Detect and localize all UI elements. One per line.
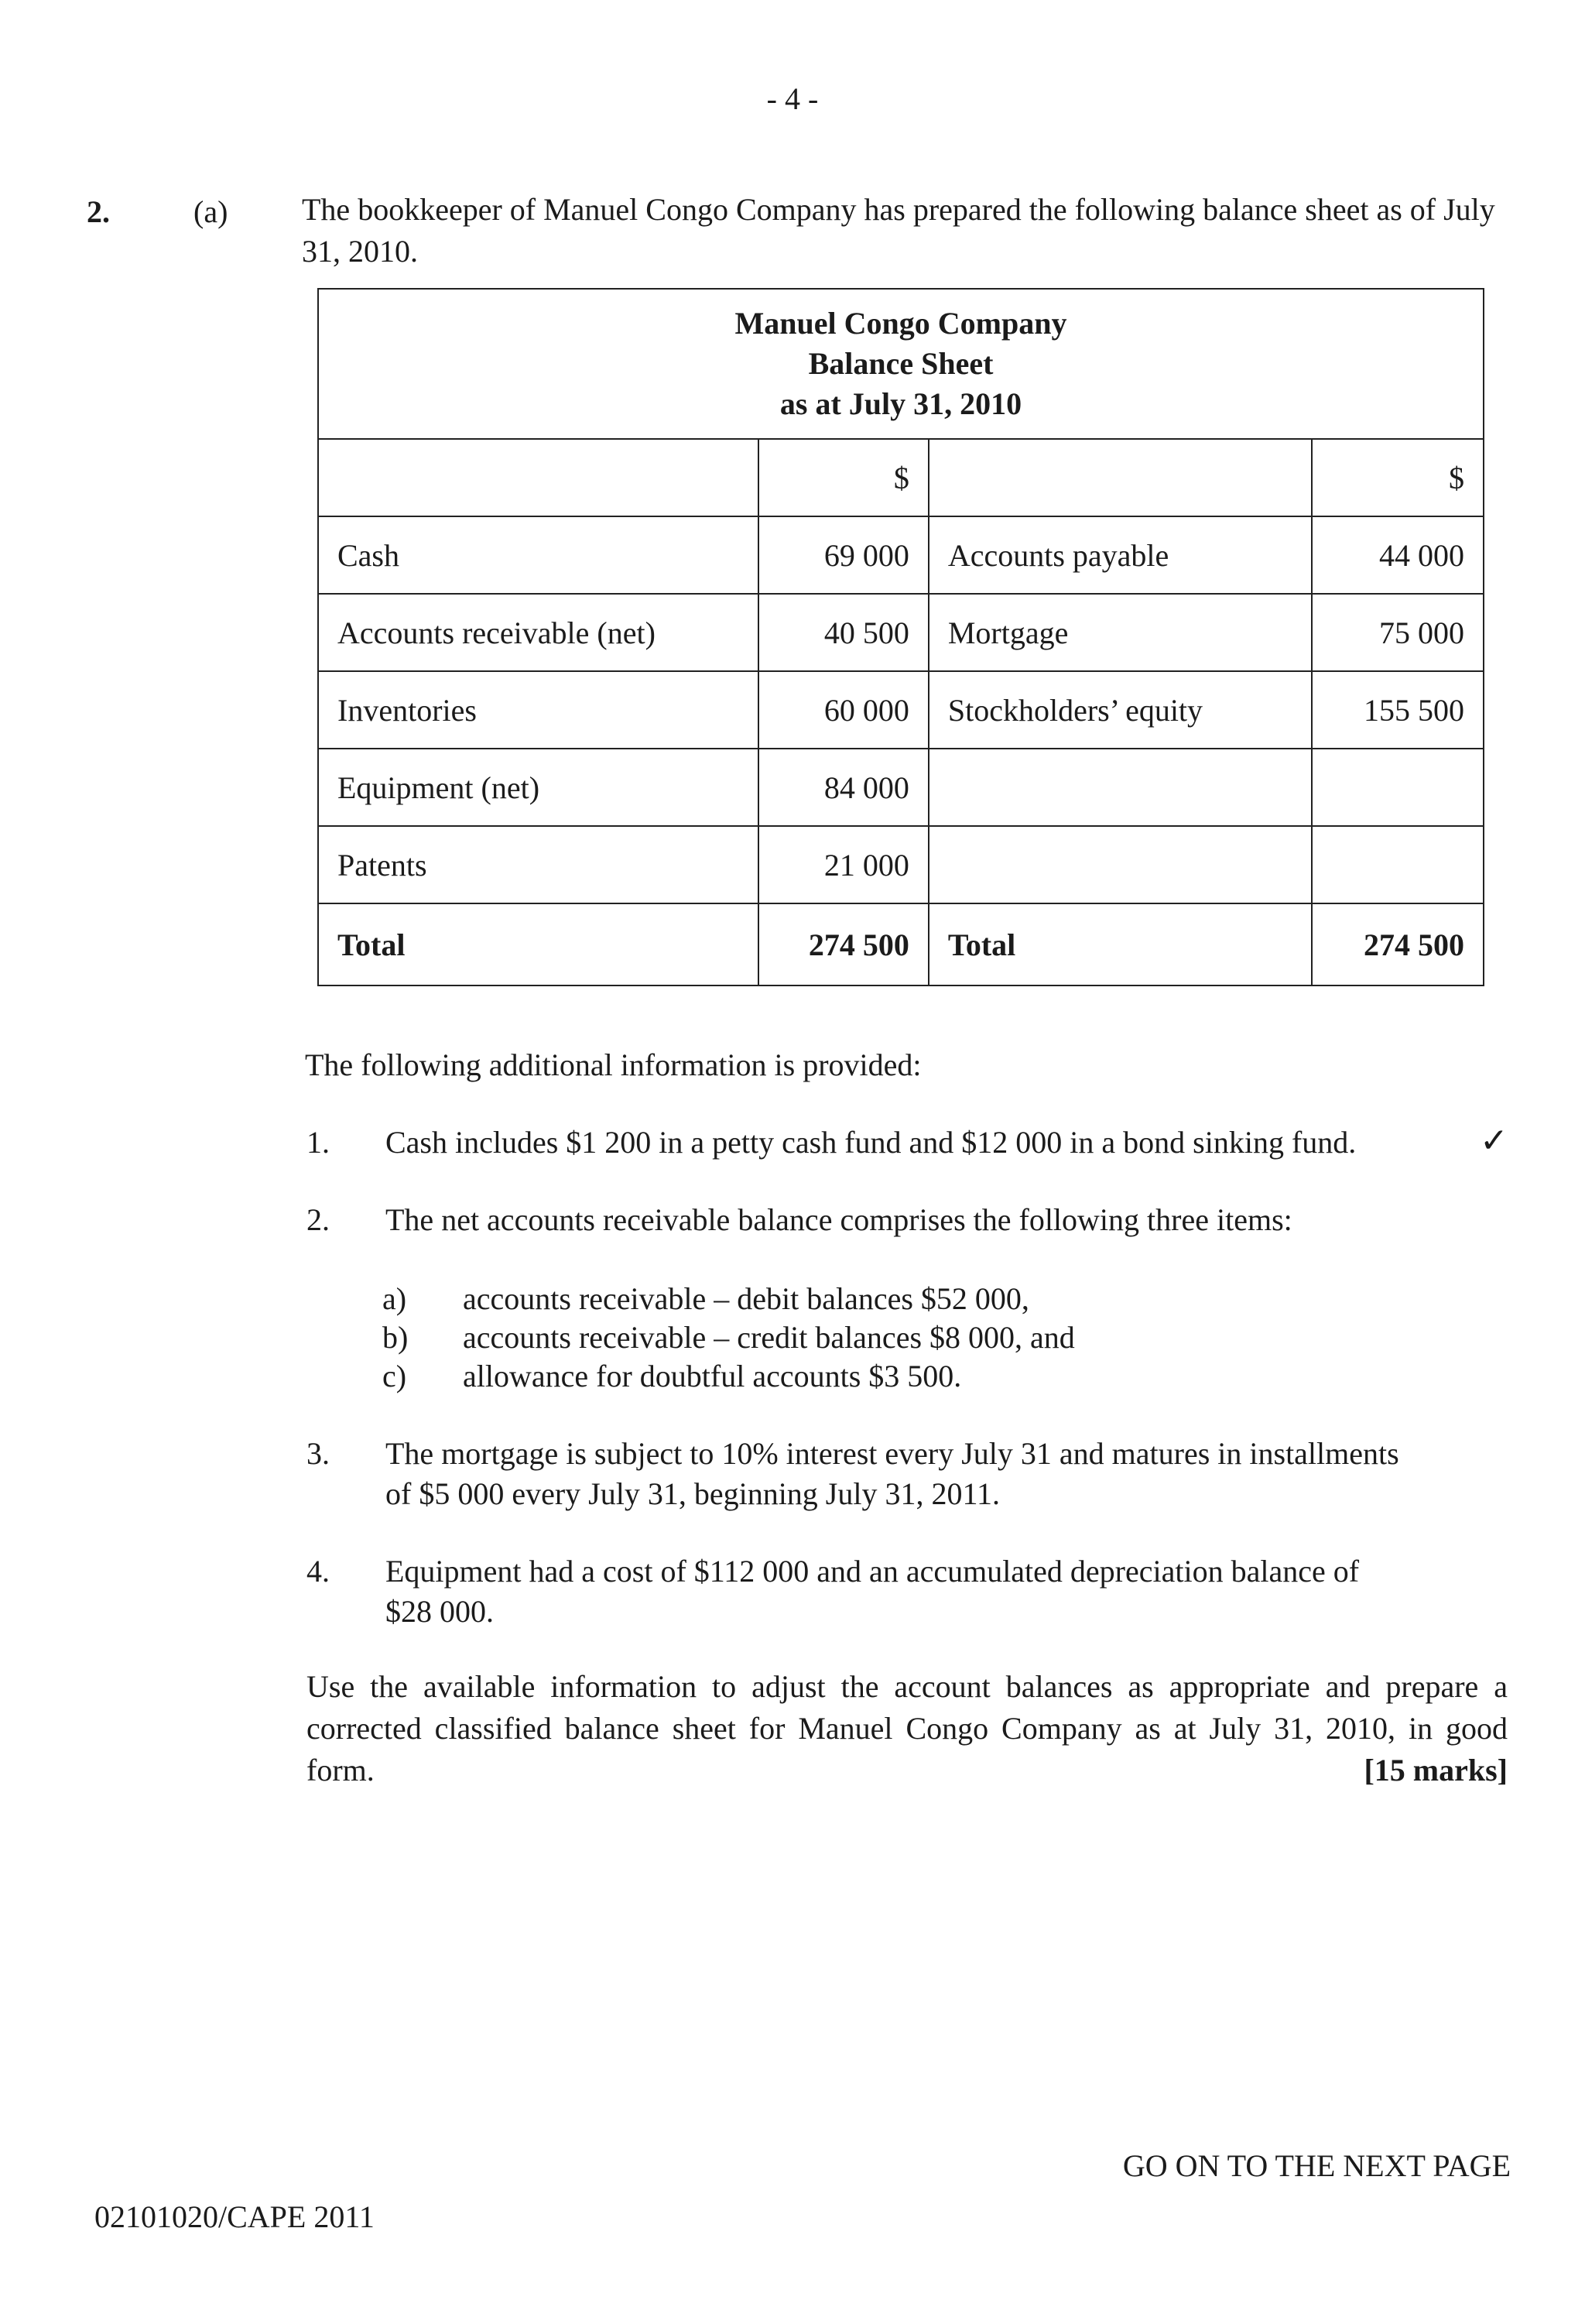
liability-value — [1312, 826, 1484, 903]
info-item-text-line1: The mortgage is subject to 10% interest every July 31 and matures in installments — [385, 1436, 1399, 1471]
liability-label: Accounts payable — [929, 516, 1312, 594]
balance-sheet-title — [318, 289, 1484, 439]
asset-label: Equipment (net) — [318, 749, 758, 826]
paper-code: 02101020/CAPE 2011 — [94, 2199, 375, 2234]
info-item-number: 4. — [306, 1554, 330, 1589]
asset-label: Inventories — [318, 671, 758, 749]
asset-value: 40 500 — [758, 594, 929, 671]
asset-value: 21 000 — [758, 826, 929, 903]
info-item-text-line2: of $5 000 every July 31, beginning July 31, 2011. — [385, 1476, 1001, 1511]
asset-label: Accounts receivable (net) — [318, 594, 758, 671]
asset-value: 69 000 — [758, 516, 929, 594]
liability-value: 155 500 — [1312, 671, 1484, 749]
total-assets-value: 274 500 — [758, 903, 929, 985]
info-item-text: The net accounts receivable balance comprises the following three items: — [385, 1202, 1292, 1237]
additional-info-intro: The following additional information is provided: — [305, 1047, 922, 1082]
total-row — [318, 903, 1484, 985]
liability-label — [929, 749, 1312, 826]
instruction-text: Use the available information to adjust the account balances as appropriate and prepare a corrected classified balance sheet for Manuel Congo Company as at July 31, 2010, in good form. — [306, 1669, 1508, 1788]
info-item-number: 2. — [306, 1202, 330, 1237]
table-row — [318, 826, 1484, 903]
marks-allocation: [15 marks] — [1364, 1753, 1508, 1788]
currency-right: $ — [1312, 439, 1484, 516]
table-row — [318, 671, 1484, 749]
company-name: Manuel Congo Company — [734, 306, 1067, 341]
liability-value — [1312, 749, 1484, 826]
info-item-number: 1. — [306, 1125, 330, 1160]
sub-item-text: accounts receivable – credit balances $8 000, and — [463, 1320, 1075, 1355]
total-liabilities-label: Total — [929, 903, 1312, 985]
table-row — [318, 594, 1484, 671]
currency-left: $ — [758, 439, 929, 516]
currency-row — [318, 439, 1484, 516]
info-item-number: 3. — [306, 1436, 330, 1471]
question-number: 2. — [87, 194, 110, 229]
statement-date: as at July 31, 2010 — [779, 386, 1022, 421]
asset-value: 60 000 — [758, 671, 929, 749]
liability-value: 75 000 — [1312, 594, 1484, 671]
table-row — [318, 749, 1484, 826]
sub-item-label: c) — [382, 1359, 407, 1393]
liability-label: Stockholders’ equity — [929, 671, 1312, 749]
total-assets-label: Total — [318, 903, 758, 985]
liability-label — [929, 826, 1312, 903]
instruction-paragraph — [306, 1666, 1508, 1791]
liability-value: 44 000 — [1312, 516, 1484, 594]
info-item-text-line2: $28 000. — [385, 1594, 494, 1629]
info-item-text: Cash includes $1 200 in a petty cash fund and $12 000 in a bond sinking fund. — [385, 1125, 1357, 1160]
sub-item-label: b) — [382, 1320, 409, 1355]
asset-label: Patents — [318, 826, 758, 903]
balance-sheet-title-row — [318, 289, 1484, 439]
info-item-text-line1: Equipment had a cost of $112 000 and an accumulated depreciation balance of — [385, 1554, 1360, 1589]
total-liabilities-value: 274 500 — [1312, 903, 1484, 985]
liability-label: Mortgage — [929, 594, 1312, 671]
table-row — [318, 516, 1484, 594]
question-part: (a) — [193, 194, 228, 229]
asset-value: 84 000 — [758, 749, 929, 826]
question-intro: The bookkeeper of Manuel Congo Company has prepared the following balance sheet as of July 31, 2010. — [302, 192, 1495, 269]
go-on-next-page: GO ON TO THE NEXT PAGE — [1122, 2148, 1511, 2183]
sub-item-text: accounts receivable – debit balances $52 000, — [463, 1281, 1029, 1316]
asset-label: Cash — [318, 516, 758, 594]
sub-item-label: a) — [382, 1281, 407, 1316]
balance-sheet-table — [317, 288, 1484, 986]
statement-name: Balance Sheet — [808, 346, 994, 381]
check-mark-icon: ✓ — [1480, 1121, 1508, 1160]
sub-item-text: allowance for doubtful accounts $3 500. — [463, 1359, 962, 1393]
page-number: - 4 - — [766, 81, 819, 116]
